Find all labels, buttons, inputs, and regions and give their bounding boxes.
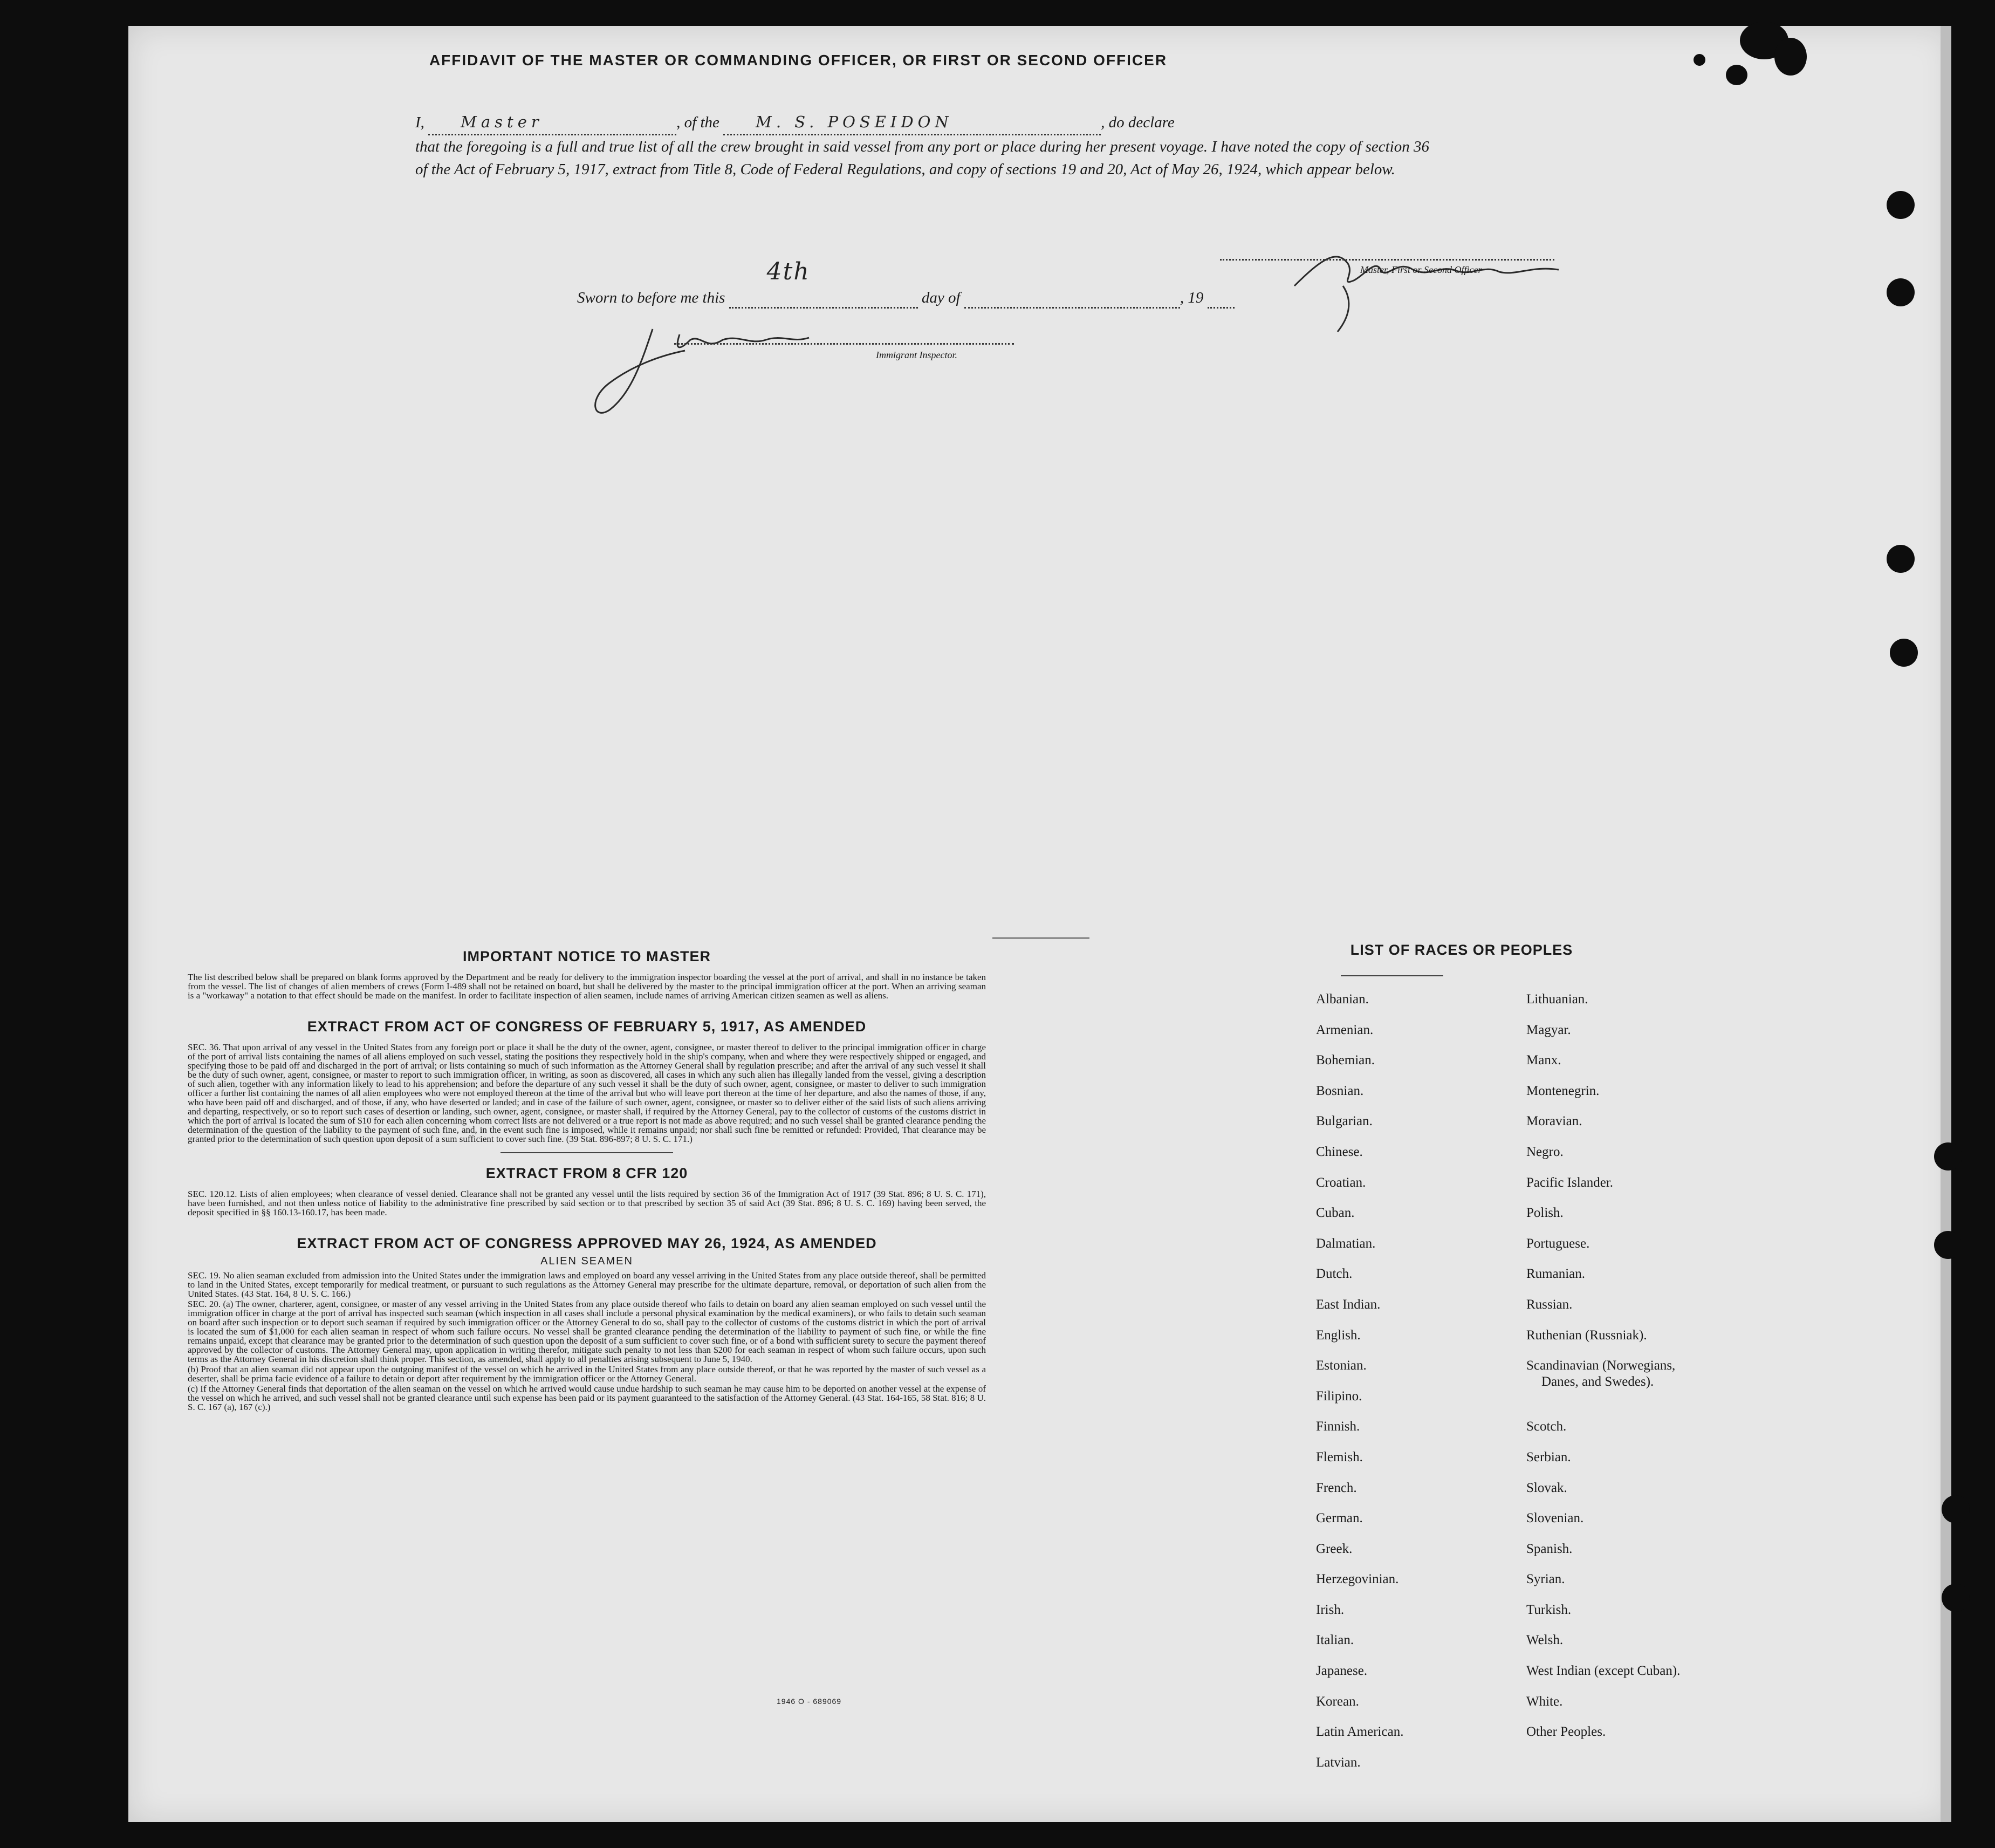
- inspector-label: Immigrant Inspector.: [876, 350, 957, 360]
- race-item: East Indian.: [1316, 1297, 1381, 1312]
- race-item: Dutch.: [1316, 1267, 1353, 1282]
- race-item: Serbian.: [1526, 1449, 1571, 1464]
- extract-1924-sec19: SEC. 19. No alien seaman excluded from admission into the United States under the immigration laws and employed on board any vessel arriving in the United States from any place outside thereof, shall be permitted to land in the United States, except temporarily for medical treatment, or pursuant to such regulations as the Attorney General may prescribe for the ultimate departure, removal, or deportation of such alien from the United States. (43 Stat. 164, 8 U. S. C. 166.): [188, 1270, 986, 1299]
- affidavit-declaration: [415, 111, 1429, 181]
- extract-1924-sec20a: SEC. 20. (a) The owner, charterer, agent, consignee, or master of any vessel arriving in the United States from any place outside thereof who fails to detain on board any alien seaman employed on such vessel until the immigration officer in charge at the port of arrival has inspected such seaman (which inspection in all cases shall include a personal physical examination by the medical examiners), or who fails to detain such seaman on board after such inspection or to deport such seaman if required by such immigration officer or the Attorney General to do so, shall pay to the collector of customs of the customs district in which the port of arrival is located the sum of $1,000 for each alien seaman in respect of whom such failure occurs. No vessel shall be granted clearance pending the determination of the liability to payment of such fine, or while the fine remains unpaid, except that clearance may be granted prior to the determination of such question upon the deposit of a sum sufficient to cover such fine, or of a bond with sufficient surety to secure the payment thereof approved by the collector of customs. The Attorney General may, upon application in writing therefor, mitigate such penalty to not less than $200 for each seaman in respect of whom such failure occurs, upon such terms as the Attorney General in his discretion shall think proper. This section, as amended, shall apply to all penalties arising subsequent to June 5, 1940.: [188, 1299, 986, 1364]
- punch-hole: [1934, 1142, 1962, 1171]
- ink-blot: [1694, 54, 1705, 66]
- punch-hole: [1934, 1231, 1962, 1259]
- extract-1917-text: SEC. 36. That upon arrival of any vessel in the United States from any foreign port or place it shall be the duty of the owner, agent, consignee, or master thereof to deliver to the principal immigration officer in charge of the port of arrival lists containing the names of all aliens employed on such vessel, stating the positions they respectively hold in the ship's company, when and where they were respectively shipped or engaged, and specifying those to be paid off and discharged in the port of arrival; or lists containing so much of such information as the Attorney General shall by regulation prescribe; and after the arrival of any such vessel it shall be the duty of such owner, agent, consignee, or master to report to such immigration officer, in writing, as soon as discovered, all cases in which any such alien has illegally landed from the vessel, giving a description of such alien, together with any information likely to lead to his apprehension; and before the departure of any such vessel it shall be the duty of such owner, agent, consignee, or master to deliver to such immigration officer a further list containing the names of all alien employees who were not employed thereon at the time of the arrival but who will leave port thereon at the time of her departure, and also the names of those, if any, who have been paid off and discharged, and of those, if any, who have deserted or landed; and in case of the failure of such owner, agent, consignee, or master so to deliver either of the said lists of such aliens arriving and departing, respectively, or so to report such cases of desertion or landing, such owner, agent, consignee, or master shall, if required by the Attorney General, pay to the collector of customs of the customs district in which the port of arrival is located the sum of $10 for each alien concerning whom correct lists are not delivered or a true report is not made as above required; and no such vessel shall be granted clearance pending the determination of the question of the liability to the payment of such fine, and, in the event such fine is imposed, while it remains unpaid; nor shall such fine be remitted or refunded: Provided, That clearance may be granted prior to the determination of such question upon deposit of a sum sufficient to cover such fine. (39 Stat. 896-897; 8 U. S. C. 171.): [188, 1042, 986, 1144]
- declaration-text: that the foregoing is a full and true list of all the crew brought in said vessel from any port or place during her present voyage. I have noted the copy of section 36 of the Act of February 5, 1917, extract from Title 8, Code of Federal Regulations, and copy of sections 19 and 20, Act of May 26, 1924, which appear below.: [415, 138, 1429, 178]
- race-item: Bosnian.: [1316, 1083, 1364, 1098]
- inspector-signature-line: [674, 343, 1014, 345]
- race-item: Filipino.: [1316, 1388, 1362, 1404]
- sworn-day-handwritten: 4th: [766, 258, 810, 285]
- race-item: Finnish.: [1316, 1419, 1360, 1434]
- race-item: Estonian.: [1316, 1358, 1367, 1373]
- race-item: Korean.: [1316, 1694, 1359, 1709]
- race-item: Greek.: [1316, 1541, 1353, 1556]
- races-right-column: [1526, 991, 1680, 1755]
- race-item: Latvian.: [1316, 1755, 1361, 1770]
- affidavit-title: AFFIDAVIT OF THE MASTER OR COMMANDING OFFICER, OR FIRST OR SECOND OFFICER: [429, 52, 1168, 69]
- race-item: Armenian.: [1316, 1022, 1374, 1037]
- section-divider: [501, 1152, 673, 1153]
- race-item-line-1: Scandinavian (Norwegians,: [1526, 1358, 1676, 1373]
- races-left-column: [1316, 991, 1403, 1785]
- race-item: English.: [1316, 1327, 1361, 1343]
- month-field: [964, 289, 1180, 309]
- extract-1924-title: EXTRACT FROM ACT OF CONGRESS APPROVED MAY 26, 1924, AS AMENDED: [297, 1235, 877, 1251]
- punch-hole: [1887, 545, 1915, 573]
- race-item: Irish.: [1316, 1602, 1345, 1617]
- race-item: Dalmatian.: [1316, 1236, 1376, 1251]
- print-code: 1946 O - 689069: [777, 1697, 842, 1706]
- capacity-handwritten: Master: [461, 113, 543, 131]
- day-of-label: day of: [921, 289, 961, 306]
- race-item: Pacific Islander.: [1526, 1175, 1614, 1190]
- sworn-line: [577, 258, 1235, 309]
- race-item: [1526, 1358, 1680, 1388]
- punch-hole: [1887, 278, 1915, 306]
- race-item: Slovak.: [1526, 1480, 1567, 1495]
- race-item: Polish.: [1526, 1206, 1564, 1221]
- race-item: Negro.: [1526, 1144, 1564, 1159]
- top-divider: [992, 937, 1089, 939]
- ink-blot: [1774, 38, 1807, 76]
- race-item: Cuban.: [1316, 1206, 1355, 1221]
- race-item: Spanish.: [1526, 1541, 1573, 1556]
- race-item: Portuguese.: [1526, 1236, 1590, 1251]
- race-item: Magyar.: [1526, 1022, 1571, 1037]
- race-item: French.: [1316, 1480, 1357, 1495]
- race-item: Moravian.: [1526, 1114, 1582, 1129]
- race-item: Bulgarian.: [1316, 1114, 1373, 1129]
- year-field: [1208, 289, 1235, 309]
- year-label: , 19: [1180, 289, 1204, 306]
- race-item: Welsh.: [1526, 1633, 1564, 1648]
- race-item: Manx.: [1526, 1053, 1561, 1068]
- punch-hole: [1942, 1584, 1970, 1612]
- punch-hole: [1890, 639, 1918, 667]
- race-item: Croatian.: [1316, 1175, 1366, 1190]
- race-item: Ruthenian (Russniak).: [1526, 1327, 1647, 1343]
- race-item: Other Peoples.: [1526, 1724, 1606, 1740]
- i-label: I,: [415, 114, 424, 131]
- race-item: Lithuanian.: [1526, 992, 1588, 1007]
- capacity-field: [428, 111, 676, 135]
- master-signature-line: [1220, 259, 1554, 261]
- race-item: Bohemian.: [1316, 1053, 1375, 1068]
- vessel-handwritten: M. S. POSEIDON: [756, 113, 953, 131]
- sworn-day-field: [729, 258, 918, 309]
- do-declare-label: , do declare: [1101, 114, 1175, 131]
- race-item: Scotch.: [1526, 1419, 1567, 1434]
- cfr-120-text: SEC. 120.12. Lists of alien employees; when clearance of vessel denied. Clearance shall not be granted any vessel until the lists required by section 36 of the Immigration Act of 1917 (39 Stat. 896; 8 U. S. C. 171), have been furnished, and not then unless notice of liability to the administrative fine prescribed by said section or to that prescribed by section 35 of said Act (39 Stat. 896; 8 U. S. C. 169) having been served, the deposit specified in §§ 160.13-160.17, has been made.: [188, 1189, 986, 1217]
- race-item: White.: [1526, 1694, 1563, 1709]
- declaration-first-line: [415, 111, 1429, 135]
- race-item: Japanese.: [1316, 1664, 1368, 1679]
- race-item: Italian.: [1316, 1633, 1354, 1648]
- sworn-label: Sworn to before me this: [577, 289, 725, 306]
- master-label: Master, First or Second Officer: [1360, 264, 1482, 275]
- race-item: [1526, 1388, 1680, 1419]
- race-item: Syrian.: [1526, 1572, 1565, 1587]
- race-item-line-2: Danes, and Swedes).: [1541, 1374, 1654, 1390]
- race-item: Montenegrin.: [1526, 1083, 1600, 1098]
- race-item: Slovenian.: [1526, 1511, 1584, 1526]
- extract-1924-subtitle: ALIEN SEAMEN: [540, 1255, 633, 1267]
- extract-1917-title: EXTRACT FROM ACT OF CONGRESS OF FEBRUARY 5, 1917, AS AMENDED: [307, 1018, 867, 1035]
- race-item: Turkish.: [1526, 1602, 1572, 1617]
- race-item: Herzegovinian.: [1316, 1572, 1399, 1587]
- ink-blot: [1726, 65, 1747, 85]
- race-item: Flemish.: [1316, 1449, 1363, 1464]
- extract-1924-sec20b: (b) Proof that an alien seaman did not appear upon the outgoing manifest of the vessel on which he arrived in the United States from any place outside thereof, or that he was reported by the master of such vessel as a deserter, shall be prima facie evidence of a failure to detain or deport after requirement by the immigration officer or the Attorney General.: [188, 1364, 986, 1384]
- race-item: Latin American.: [1316, 1724, 1404, 1740]
- vessel-field: [723, 111, 1101, 135]
- race-item: German.: [1316, 1511, 1363, 1526]
- of-the-label: , of the: [676, 114, 719, 131]
- page-edge-shadow: [1941, 26, 1951, 1822]
- races-title: LIST OF RACES OR PEOPLES: [1350, 942, 1573, 958]
- race-item: Russian.: [1526, 1297, 1573, 1312]
- race-item: Rumanian.: [1526, 1267, 1586, 1282]
- notice-text: The list described below shall be prepared on blank forms approved by the Department and be ready for delivery to the immigration inspector boarding the vessel at the port of arrival, and shall in no instance be taken from the vessel. The list of changes of alien members of crews (Form I-489 shall not be retained on board, but shall be delivered by the master to the principal immigration officer at the port. When an arriving seaman is a "workaway" a notation to that effect should be made on the manifest. In order to facilitate inspection of alien seamen, include names of arriving American citizen seamen as well as aliens.: [188, 972, 986, 1001]
- master-signature: [1289, 227, 1569, 334]
- race-item: West Indian (except Cuban).: [1526, 1664, 1681, 1679]
- race-item: Albanian.: [1316, 992, 1369, 1007]
- notice-column: [188, 948, 986, 1412]
- punch-hole: [1887, 191, 1915, 219]
- cfr-120-title: EXTRACT FROM 8 CFR 120: [485, 1165, 688, 1181]
- races-divider: [1341, 975, 1443, 976]
- race-item: Chinese.: [1316, 1144, 1363, 1159]
- extract-1924-sec20c: (c) If the Attorney General finds that deportation of the alien seaman on the vessel on which he arrived would cause undue hardship to such seaman he may cause him to be deported on another vessel at the expense of the vessel on which he arrived, and such vessel shall not be granted clearance until such expense has been paid or its payment guaranteed to the satisfaction of the Attorney General. (43 Stat. 164-165, 58 Stat. 816; 8 U. S. C. 167 (a), 167 (c).): [188, 1384, 986, 1412]
- punch-hole: [1942, 1495, 1970, 1523]
- inspector-signature: [588, 318, 868, 426]
- notice-title: IMPORTANT NOTICE TO MASTER: [463, 948, 711, 964]
